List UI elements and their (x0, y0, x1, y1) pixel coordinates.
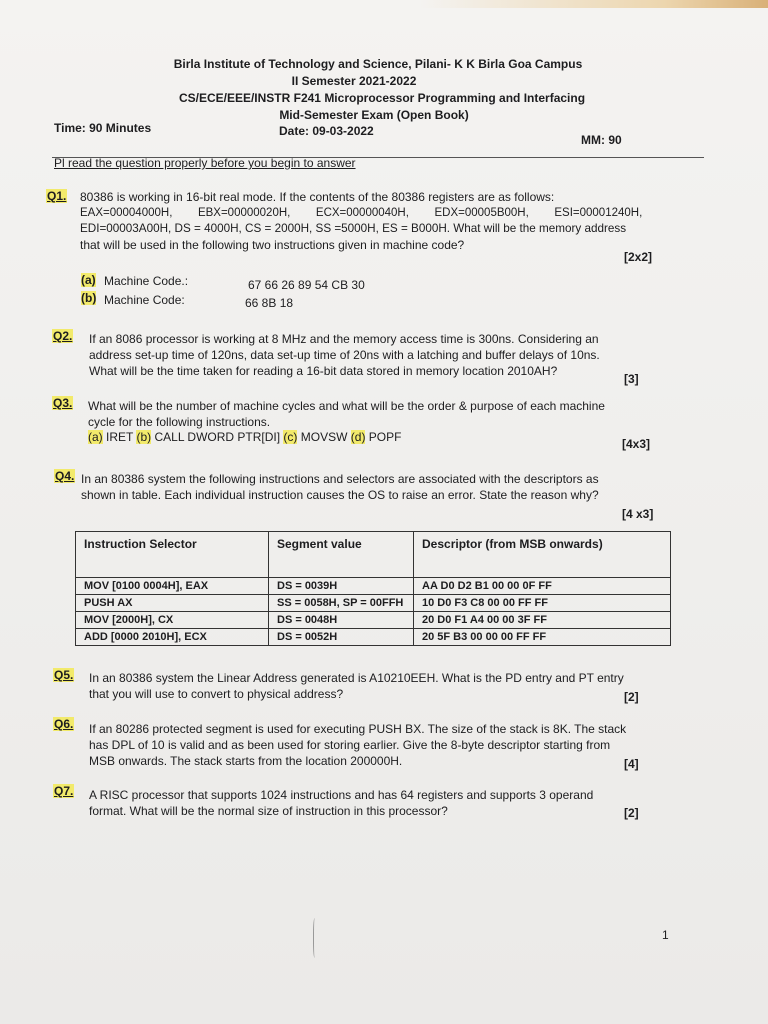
pen-mark (313, 918, 317, 958)
question-2-line-2: address set-up time of 120ns, data set-up time of 20ns with a latching and buffer delays of 10ns. (89, 348, 600, 362)
question-1-line-1: 80386 is working in 16-bit real mode. If the contents of the 80386 registers are as follows: (80, 190, 555, 204)
question-7-line-1: A RISC processor that supports 1024 instructions and has 64 registers and supports 3 operand (89, 788, 594, 802)
question-5-line-2: that you will use to convert to physical address? (89, 687, 344, 701)
table-row (76, 578, 671, 595)
exam-title: Mid-Semester Exam (Open Book) (279, 108, 469, 122)
question-5-line-1: In an 80386 system the Linear Address generated is A10210EEH. What is the PD entry and PT entry (89, 671, 624, 685)
course-title: CS/ECE/EEE/INSTR F241 Microprocessor Programming and Interfacing (178, 91, 586, 105)
table-cell: PUSH AX (76, 595, 269, 612)
question-3b-label: (b) (136, 430, 152, 444)
question-3d-text: POPF (368, 430, 402, 444)
semester-title: II Semester 2021-2022 (291, 74, 417, 88)
question-1-line-4: that will be used in the following two instructions given in machine code? (80, 238, 465, 252)
question-6-line-3: MSB onwards. The stack starts from the location 200000H. (89, 754, 403, 768)
max-marks: MM: 90 (581, 133, 622, 147)
question-3-parts (88, 429, 401, 445)
question-3-line-2: cycle for the following instructions. (88, 415, 271, 429)
descriptor-table (75, 531, 671, 646)
question-3c-text: MOVSW (300, 430, 348, 444)
table-header: Descriptor (from MSB onwards) (414, 532, 671, 578)
question-6-line-2: has DPL of 10 is valid and as been used for storing earlier. Give the 8-byte descriptor starting from (89, 738, 611, 752)
question-5-number: Q5. (54, 668, 74, 682)
table-cell: DS = 0039H (269, 578, 414, 595)
exam-time: Time: 90 Minutes (54, 121, 152, 135)
question-6-marks: [4] (624, 757, 639, 771)
question-1a-label: (a) (81, 273, 96, 287)
question-3a-label: (a) (88, 430, 103, 444)
question-1a-code: 67 66 26 89 54 CB 30 (248, 278, 365, 292)
question-4-marks: [4 x3] (622, 507, 654, 521)
table-cell: 20 5F B3 00 00 00 FF FF (414, 629, 671, 646)
question-4-line-2: shown in table. Each individual instruction causes the OS to raise an error. State the reason why? (81, 488, 599, 502)
question-5-marks: [2] (624, 690, 639, 704)
question-4-number: Q4. (55, 469, 75, 483)
table-header: Instruction Selector (76, 532, 269, 578)
question-6-line-1: If an 80286 protected segment is used for executing PUSH BX. The size of the stack is 8K. The stack (89, 722, 627, 736)
question-2-marks: [3] (624, 372, 639, 386)
question-1b-code: 66 8B 18 (245, 296, 294, 310)
question-1-line-3: EDI=00003A00H, DS = 4000H, CS = 2000H, SS =5000H, ES = B000H. What will be the memory address (80, 222, 627, 235)
institute-title: Birla Institute of Technology and Science, Pilani- K K Birla Goa Campus (173, 57, 583, 71)
question-2-line-3: What will be the time taken for reading a 16-bit data stored in memory location 2010AH? (89, 364, 558, 378)
table-cell: MOV [2000H], CX (76, 612, 269, 629)
table-cell: 10 D0 F3 C8 00 00 FF FF (414, 595, 671, 612)
question-7-number: Q7. (54, 784, 74, 798)
question-3a-text: IRET (106, 430, 134, 444)
table-cell: 20 D0 F1 A4 00 00 3F FF (414, 612, 671, 629)
question-1-number: Q1. (47, 189, 67, 203)
question-1b-text: Machine Code: (104, 293, 185, 307)
question-3b-text: CALL DWORD PTR[DI] (154, 430, 281, 444)
table-cell: AA D0 D2 B1 00 00 0F FF (414, 578, 671, 595)
table-header-row (76, 532, 671, 578)
question-3c-label: (c) (283, 430, 298, 444)
question-2-line-1: If an 8086 processor is working at 8 MHz and the memory access time is 300ns. Considering an (89, 332, 599, 346)
question-3-marks: [4x3] (622, 437, 651, 451)
exam-date: Date: 09-03-2022 (279, 124, 374, 138)
table-cell: DS = 0048H (269, 612, 414, 629)
table-row (76, 629, 671, 646)
table-row (76, 612, 671, 629)
instruction-note: Pl read the question properly before you begin to answer (54, 156, 356, 170)
table-header: Segment value (269, 532, 414, 578)
question-6-number: Q6. (54, 717, 74, 731)
question-2-number: Q2. (53, 329, 73, 343)
question-7-marks: [2] (624, 806, 639, 820)
question-1a-text: Machine Code.: (104, 274, 189, 288)
table-cell: DS = 0052H (269, 629, 414, 646)
paper-edge-shadow (420, 0, 768, 8)
question-3-line-1: What will be the number of machine cycles and what will be the order & purpose of each machine (88, 399, 605, 413)
table-row (76, 595, 671, 612)
page-number: 1 (662, 928, 669, 942)
table-cell: SS = 0058H, SP = 00FFH (269, 595, 414, 612)
question-1-line-2: EAX=00004000H, EBX=00000020H, ECX=00000040H, EDX=00005B00H, ESI=00001240H, (80, 207, 643, 219)
question-1-marks: [2x2] (624, 250, 653, 264)
question-7-line-2: format. What will be the normal size of instruction in this processor? (89, 804, 448, 818)
question-3-number: Q3. (53, 396, 73, 410)
table-cell: ADD [0000 2010H], ECX (76, 629, 269, 646)
question-1b-label: (b) (81, 291, 97, 305)
question-3d-label: (d) (350, 430, 366, 444)
table-cell: MOV [0100 0004H], EAX (76, 578, 269, 595)
question-4-line-1: In an 80386 system the following instructions and selectors are associated with the descriptors as (81, 472, 599, 486)
